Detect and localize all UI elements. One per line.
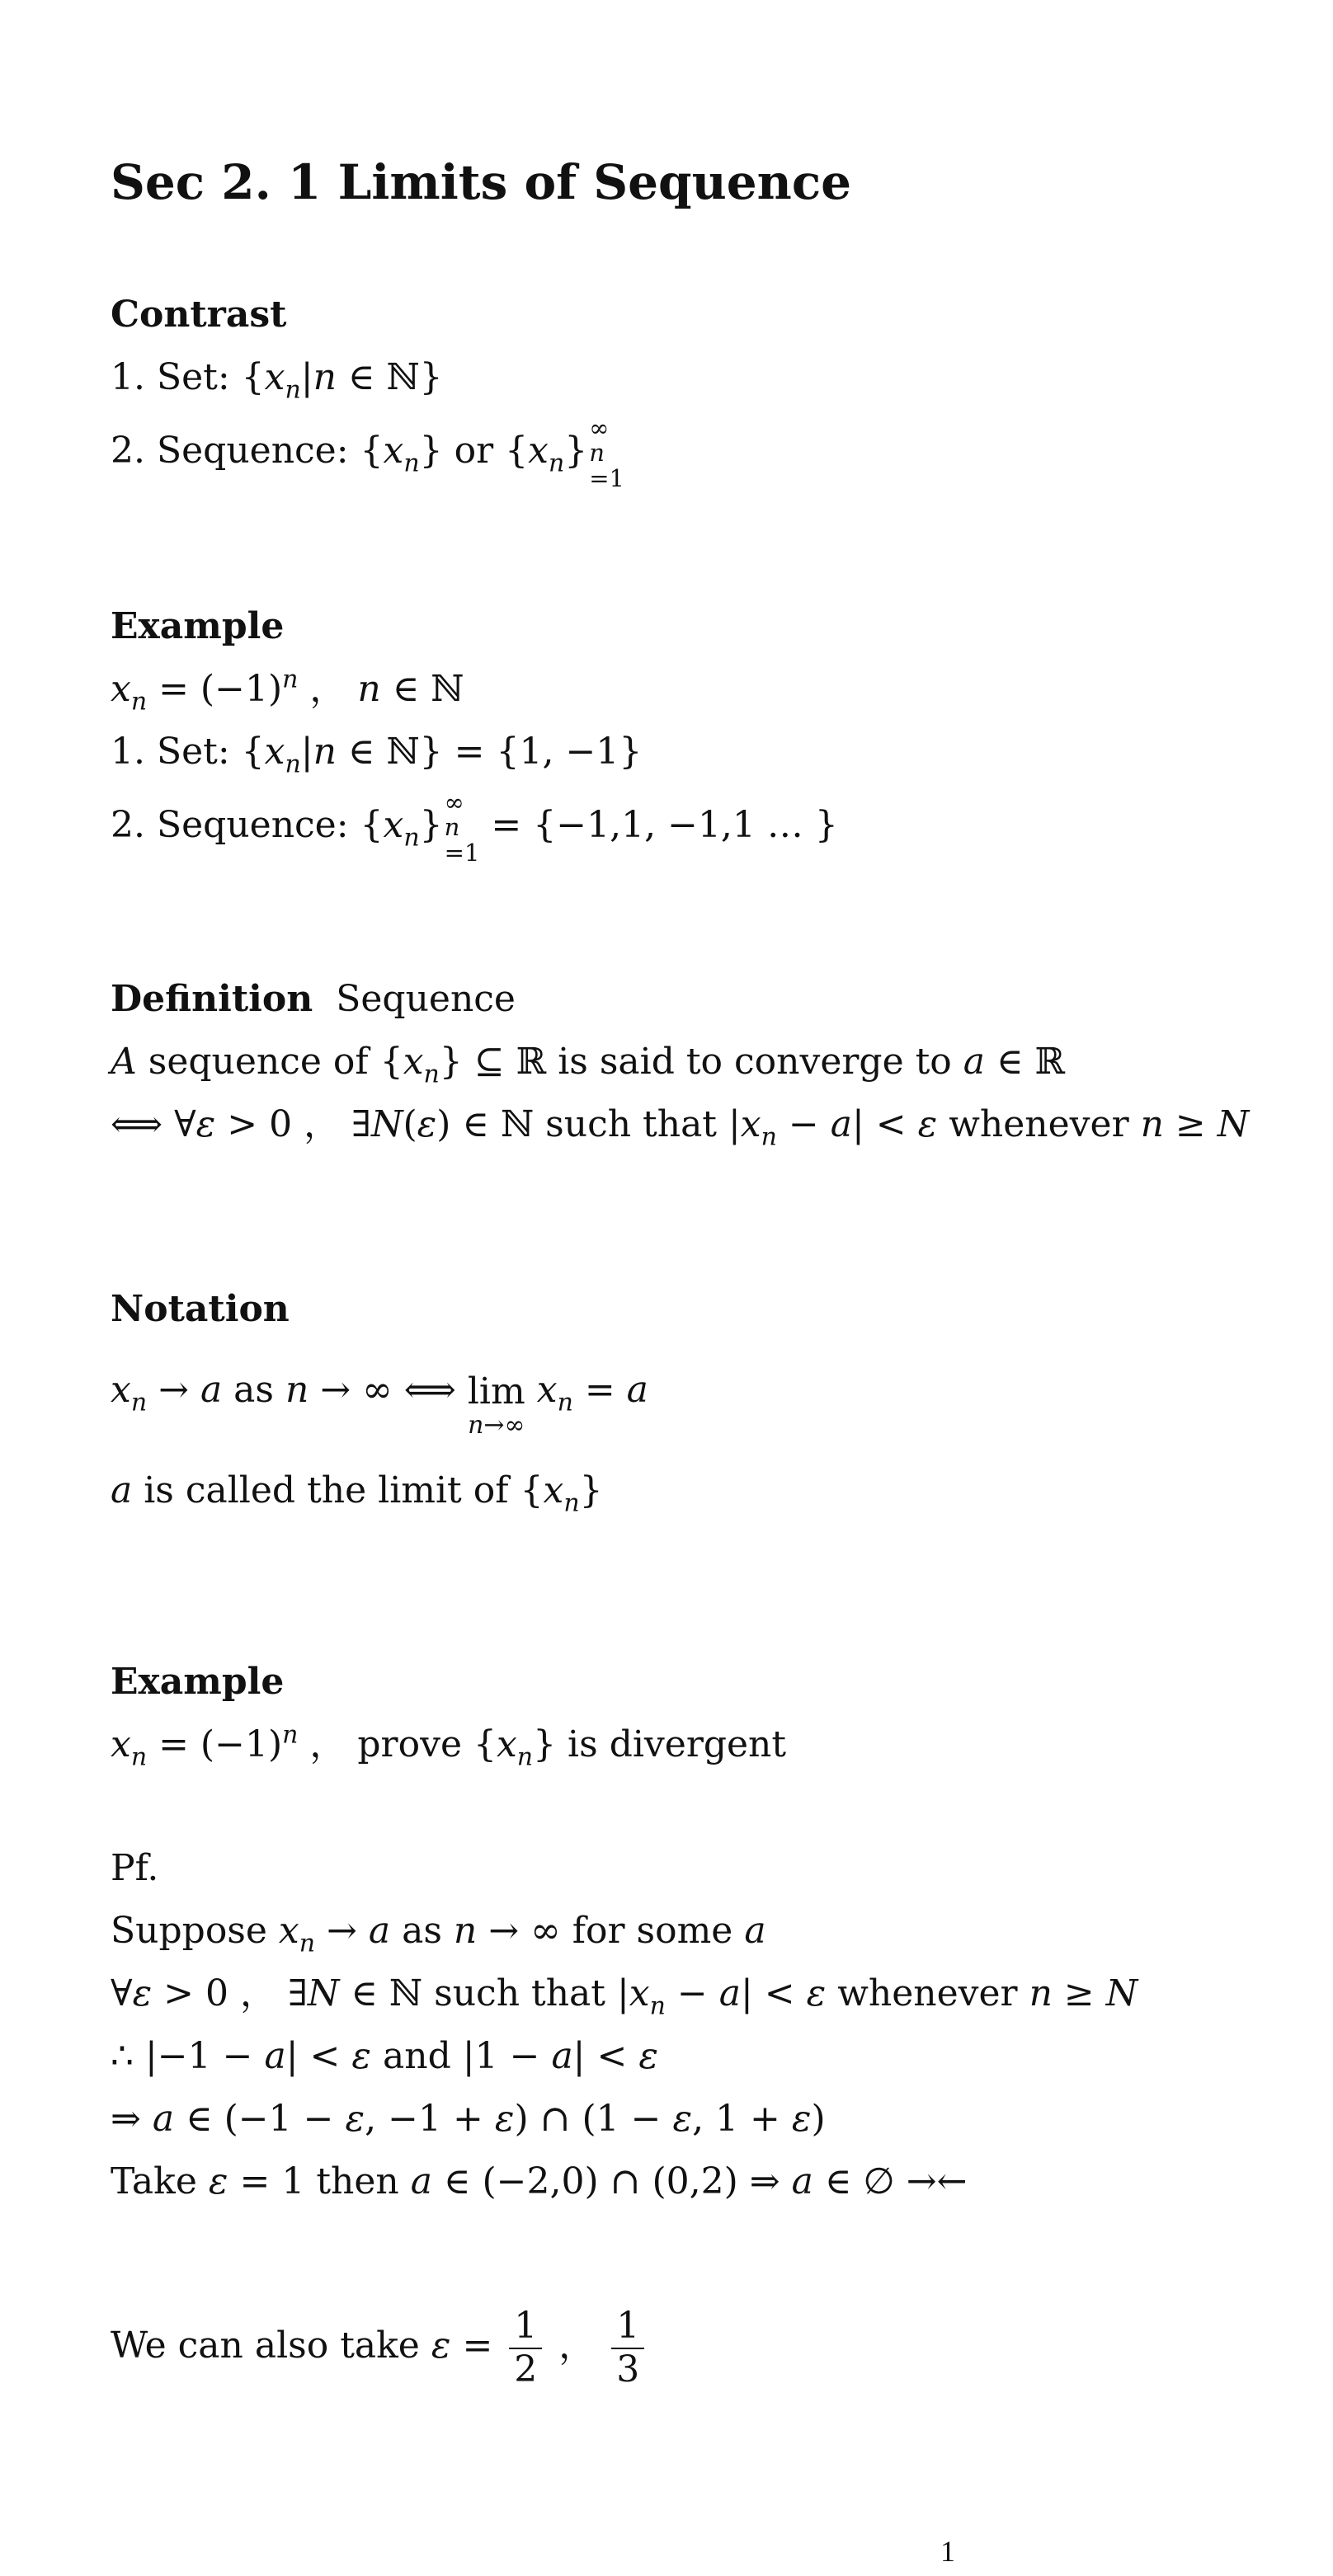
example1-set-line bbox=[111, 727, 642, 777]
notation-called-line bbox=[111, 1466, 603, 1516]
proof-take-line bbox=[111, 2157, 967, 2207]
example1-set-label: 1. Set: bbox=[111, 731, 242, 773]
math-epsilon-exists: ∀ε > 0 ， ∃N ∈ ℕ bbox=[111, 1972, 423, 2014]
proof-whenever-text: whenever bbox=[826, 1972, 1029, 2014]
math-subset-r: $\{x_n\}$ ⊆ ℝ bbox=[379, 1041, 547, 1089]
notation-heading: Notation bbox=[111, 1288, 290, 1330]
definition-text-a: sequence of bbox=[136, 1041, 380, 1083]
proof-therefore-line bbox=[111, 2032, 658, 2081]
contrast-set-line bbox=[111, 353, 443, 405]
example2-heading: Example bbox=[111, 1661, 285, 1703]
math-a-article: A bbox=[111, 1041, 137, 1083]
math-xn-def: $x_n = (-1)^n$ ， n ∈ ℕ bbox=[111, 665, 464, 717]
example2-divergent-text: is divergent bbox=[556, 1723, 787, 1765]
proof-and-word: and bbox=[371, 2035, 463, 2077]
math-sequence-notation: $\{x_n\}$ bbox=[360, 430, 443, 478]
math-interval-intersection: ⇒ a ∈ (−1 − ε, −1 + ε) ∩ (1 − ε, 1 + ε) bbox=[111, 2098, 826, 2140]
math-a-in-r: a ∈ ℝ bbox=[963, 1041, 1066, 1083]
math-therefore-bound: ∴ |−1 − a| < ε bbox=[111, 2035, 372, 2077]
fraction-one-third: $\frac{1}{3}$ bbox=[611, 2306, 644, 2390]
notation-limit-line bbox=[111, 1366, 648, 1440]
example1-definition-line bbox=[111, 665, 464, 717]
proof-for-some-text: for some bbox=[560, 1910, 745, 1952]
math-xn-alternating: $x_n = (-1)^n$ ， bbox=[111, 1720, 358, 1772]
definition-heading-line bbox=[111, 975, 516, 1024]
proof-epsilon-line bbox=[111, 1969, 1138, 2019]
math-second-bound: |1 − a| < ε bbox=[462, 2035, 658, 2077]
proof-suppose-line bbox=[111, 1906, 766, 1956]
contrast-heading: Contrast bbox=[111, 294, 287, 336]
math-epsilon-fractions: ε = $\frac{1}{2}$ ， $\frac{1}{3}$ bbox=[431, 2325, 649, 2367]
math-abs-bound: $|x_n - a| < \varepsilon$ bbox=[728, 1103, 938, 1152]
or-word: or bbox=[442, 430, 506, 472]
notation-as-word: as bbox=[222, 1369, 285, 1411]
example1-sequence-label: 2. Sequence: bbox=[111, 804, 360, 847]
math-contradiction: a ∈ (−2,0) ∩ (0,2) ⇒ a ∈ ∅ →← bbox=[410, 2160, 968, 2202]
math-limit-operator: lim n→∞ bbox=[467, 1370, 525, 1440]
contrast-set-label: 1. Set: bbox=[111, 356, 242, 398]
proof-also-take-line bbox=[111, 2306, 649, 2390]
definition-text-c: such that bbox=[534, 1103, 728, 1145]
math-limit-value: $x_n = a$ bbox=[536, 1369, 648, 1417]
notation-limit-text: is called the limit of bbox=[132, 1469, 520, 1511]
proof-also-take-text: We can also take bbox=[111, 2325, 431, 2367]
math-xn-to-a-2: $x_n \to a$ bbox=[278, 1910, 391, 1958]
math-sequence-indexed: $\{x_n\}$ ∞ n =1 bbox=[505, 414, 625, 492]
math-sequence-xn-2: $\{x_n\}$ bbox=[473, 1723, 557, 1772]
math-sequence-xn: $\{x_n\}$ bbox=[520, 1469, 603, 1518]
math-a-symbol: a bbox=[111, 1469, 133, 1511]
proof-label: Pf. bbox=[111, 1847, 159, 1889]
example2-prove-text: prove bbox=[357, 1723, 473, 1765]
math-sequence-value: $\{x_n\}$ ∞ n =1 = {−1,1, −1,1 … } bbox=[360, 788, 838, 867]
contrast-sequence-line bbox=[111, 416, 624, 491]
definition-line-1 bbox=[111, 1037, 1065, 1087]
math-epsilon-condition: ⟺ ∀ε > 0 ， ∃N(ε) ∈ ℕ bbox=[111, 1103, 535, 1145]
proof-as-word: as bbox=[390, 1910, 454, 1952]
math-n-to-infinity-2: n → ∞ bbox=[453, 1910, 561, 1952]
math-n-ge-N-2: n ≥ N bbox=[1029, 1972, 1138, 2014]
example1-sequence-line bbox=[111, 790, 838, 865]
definition-subject: Sequence bbox=[336, 978, 516, 1020]
example1-heading: Example bbox=[111, 605, 285, 647]
proof-then-word: then bbox=[304, 2160, 411, 2202]
math-n-to-infinity: n → ∞ ⟺ bbox=[285, 1369, 468, 1411]
definition-line-2 bbox=[111, 1100, 1250, 1152]
math-set-notation: {$x_n|n$ ∈ ℕ} bbox=[241, 356, 443, 405]
math-set-value: {$x_n|n$ ∈ ℕ} = {1, −1} bbox=[241, 731, 643, 779]
math-n-ge-N: n ≥ N bbox=[1140, 1103, 1250, 1145]
definition-text-d: whenever bbox=[937, 1103, 1141, 1145]
proof-suppose-text: Suppose bbox=[111, 1910, 279, 1952]
proof-take-text: Take bbox=[111, 2160, 209, 2202]
proof-such-that-text: such that bbox=[422, 1972, 617, 2014]
page-number: 1 bbox=[940, 2535, 955, 2568]
definition-text-b: is said to converge to bbox=[546, 1041, 963, 1083]
proof-interval-line bbox=[111, 2094, 826, 2144]
math-epsilon-one: ε = 1 bbox=[208, 2160, 305, 2202]
example2-problem-line bbox=[111, 1720, 786, 1770]
math-a-symbol-2: a bbox=[744, 1910, 766, 1952]
section-title: Sec 2. 1 Limits of Sequence bbox=[111, 154, 852, 210]
math-xn-to-a: $x_n \to a$ bbox=[111, 1369, 223, 1417]
contrast-sequence-label: 2. Sequence: bbox=[111, 430, 360, 472]
definition-heading: Definition bbox=[111, 978, 313, 1020]
math-abs-bound-2: $|x_n - a| < \varepsilon$ bbox=[616, 1972, 827, 2021]
fraction-one-half: $\frac{1}{2}$ bbox=[509, 2306, 542, 2390]
